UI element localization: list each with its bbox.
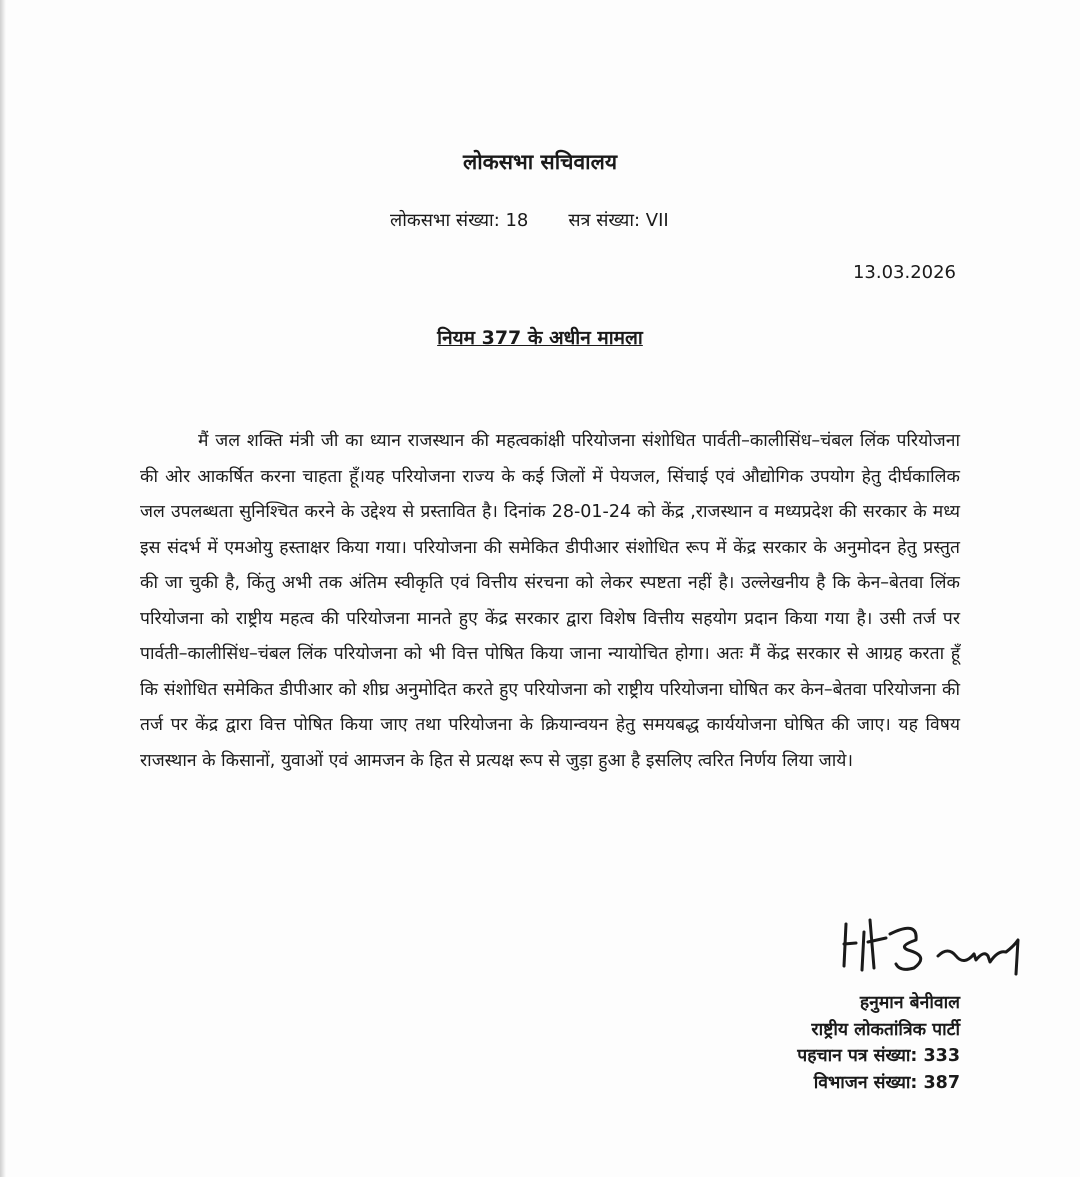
signatory-division-number: विभाजन संख्या: 387 <box>813 1072 960 1093</box>
handwritten-signature <box>838 910 1038 980</box>
page-edge-shadow <box>0 0 6 1177</box>
office-heading: लोकसभा सचिवालय <box>462 150 618 174</box>
body-paragraph: मैं जल शक्ति मंत्री जी का ध्यान राजस्थान की महत्वकांक्षी परियोजना संशोधित पार्वती–कालीसिंध–चंबल लिंक परियोजना की ओर आकर्षित करना चाहता हूँ।यह परियोजना राज्य के कई जिलों में पेयजल, सिंचाई एवं औद्योगिक उपयोग हेतु दीर्घकालिक जल उपलब्धता सुनिश्चित करने के उद्देश्य से प्रस्तावित है। दिनांक 28-01-24 को केंद्र ,राजस्थान व मध्यप्रदेश की सरकार के मध्य इस संदर्भ में एमओयु हस्ताक्षर किया गया। परियोजना की समेकित डीपीआर संशोधित रूप में केंद्र सरकार के अनुमोदन हेतु प्रस्तुत की जा चुकी है, किंतु अभी तक अंतिम स्वीकृति एवं वित्तीय संरचना को लेकर स्पष्टता नहीं है। उल्लेखनीय है कि केन–बेतवा लिंक परियोजना को राष्ट्रीय महत्व की परियोजना मानते हुए केंद्र सरकार द्वारा विशेष वित्तीय सहयोग प्रदान किया गया है। उसी तर्ज पर पार्वती–कालीसिंध–चंबल लिंक परियोजना को भी वित्त पोषित किया जाना न्यायोचित होगा। अतः मैं केंद्र सरकार से आग्रह करता हूँ कि संशोधित समेकित डीपीआर को शीघ्र अनुमोदित करते हुए परियोजना को राष्ट्रीय परियोजना घोषित कर केन–बेतवा परियोजना की तर्ज पर केंद्र द्वारा वित्त पोषित किया जाए तथा परियोजना के क्रियान्वयन हेतु समयबद्ध कार्ययोजना घोषित की जाए। यह विषय राजस्थान के किसानों, युवाओं एवं आमजन के हित से प्रत्यक्ष रूप से जुड़ा हुआ है इसलिए त्वरित निर्णय लिया जाये। <box>140 431 960 771</box>
signatory-name: हनुमान बेनीवाल <box>859 993 960 1013</box>
signatory-id-number: पहचान पत्र संख्या: 333 <box>797 1046 960 1066</box>
signatory-block <box>797 990 960 1096</box>
document-date: 13.03.2026 <box>852 262 956 283</box>
subject-heading: नियम 377 के अधीन मामला <box>437 327 643 349</box>
signatory-party: राष्ट्रीय लोकतांत्रिक पार्टी <box>811 1019 960 1040</box>
lok-sabha-number: लोकसभा संख्या: 18 <box>390 210 529 231</box>
session-number: सत्र संख्या: VII <box>568 210 669 231</box>
session-info <box>390 208 669 232</box>
